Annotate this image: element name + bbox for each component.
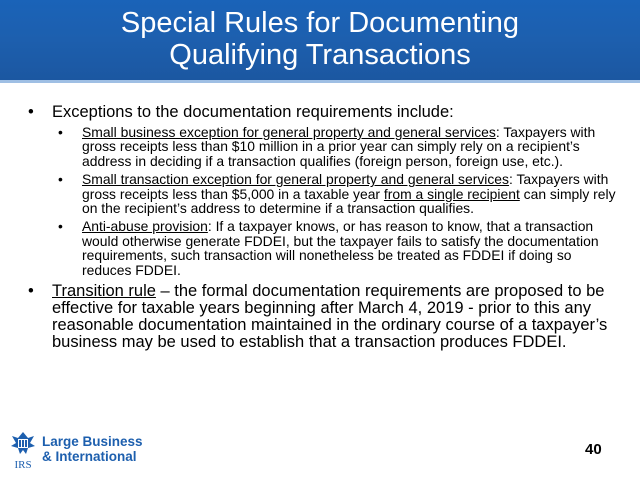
irs-eagle-icon [8,430,38,470]
slide-title-line1: Special Rules for Documenting [120,7,520,39]
logo-text [42,434,143,464]
slide-body [28,104,618,357]
sub-bullet-dot: • [58,171,63,188]
sub-bullet-small-transaction [56,172,618,215]
sub-bullet-small-transaction-heading: Small transaction exception for general property and general services [82,171,509,188]
bullet-transition-rule-text: – the formal documentation requirements are proposed to be effective for taxable years beginning after March 4, 2019 - prior to this any reasonable documentation maintained in the ordinary course of a taxpayer’s business may be used to establish that a transaction produces FDDEI. [52,282,608,352]
title-bar [0,0,640,80]
sub-bullet-small-business [56,125,618,168]
sub-bullet-anti-abuse-text: : If a taxpayer knows, or has reason to know, that a transaction would otherwise generate FDDEI, but the taxpayer fails to satisfy the documentation requirements, such transaction will nonetheless be treated as FDDEI if doing so reduces FDDEI. [82,218,599,278]
slide-title [0,7,640,71]
bullet-dot: • [28,282,34,301]
sub-bullet-anti-abuse [56,219,618,277]
sub-bullet-list [52,125,618,277]
logo-line2: & International [42,449,137,464]
logo-line1: Large Business [42,434,143,449]
bullet-exceptions-text: Exceptions to the documentation requirements include: [52,103,454,121]
sub-bullet-small-transaction-emphasis: from a single recipient [383,185,520,202]
sub-bullet-dot: • [58,218,63,235]
bullet-transition-rule-heading: Transition rule [52,282,156,301]
sub-bullet-anti-abuse-heading: Anti-abuse provision [82,218,208,235]
sub-bullet-small-business-text: : Taxpayers with gross receipts less than $10 million in a prior year can simply rely on a recipient’s address in deciding if a transaction qualifies (foreign person, foreign use, etc.). [82,124,596,169]
bullet-exceptions [28,104,618,277]
bullet-transition-rule [28,283,618,351]
sub-bullet-small-transaction-text-b: can simply rely on the recipient’s address to determine if a transaction qualifies. [82,185,616,217]
irs-mark-text: IRS [14,459,32,470]
irs-lbi-logo [8,430,168,470]
page-number: 40 [585,441,602,458]
title-divider [0,80,640,83]
slide-title-line2: Qualifying Transactions [169,39,471,71]
sub-bullet-small-transaction-text-a: : Taxpayers with gross receipts less than $5,000 in a taxable year [82,171,609,202]
sub-bullet-small-business-heading: Small business exception for general property and general services [82,124,496,140]
bullet-dot: • [28,103,34,121]
sub-bullet-dot: • [58,124,63,140]
